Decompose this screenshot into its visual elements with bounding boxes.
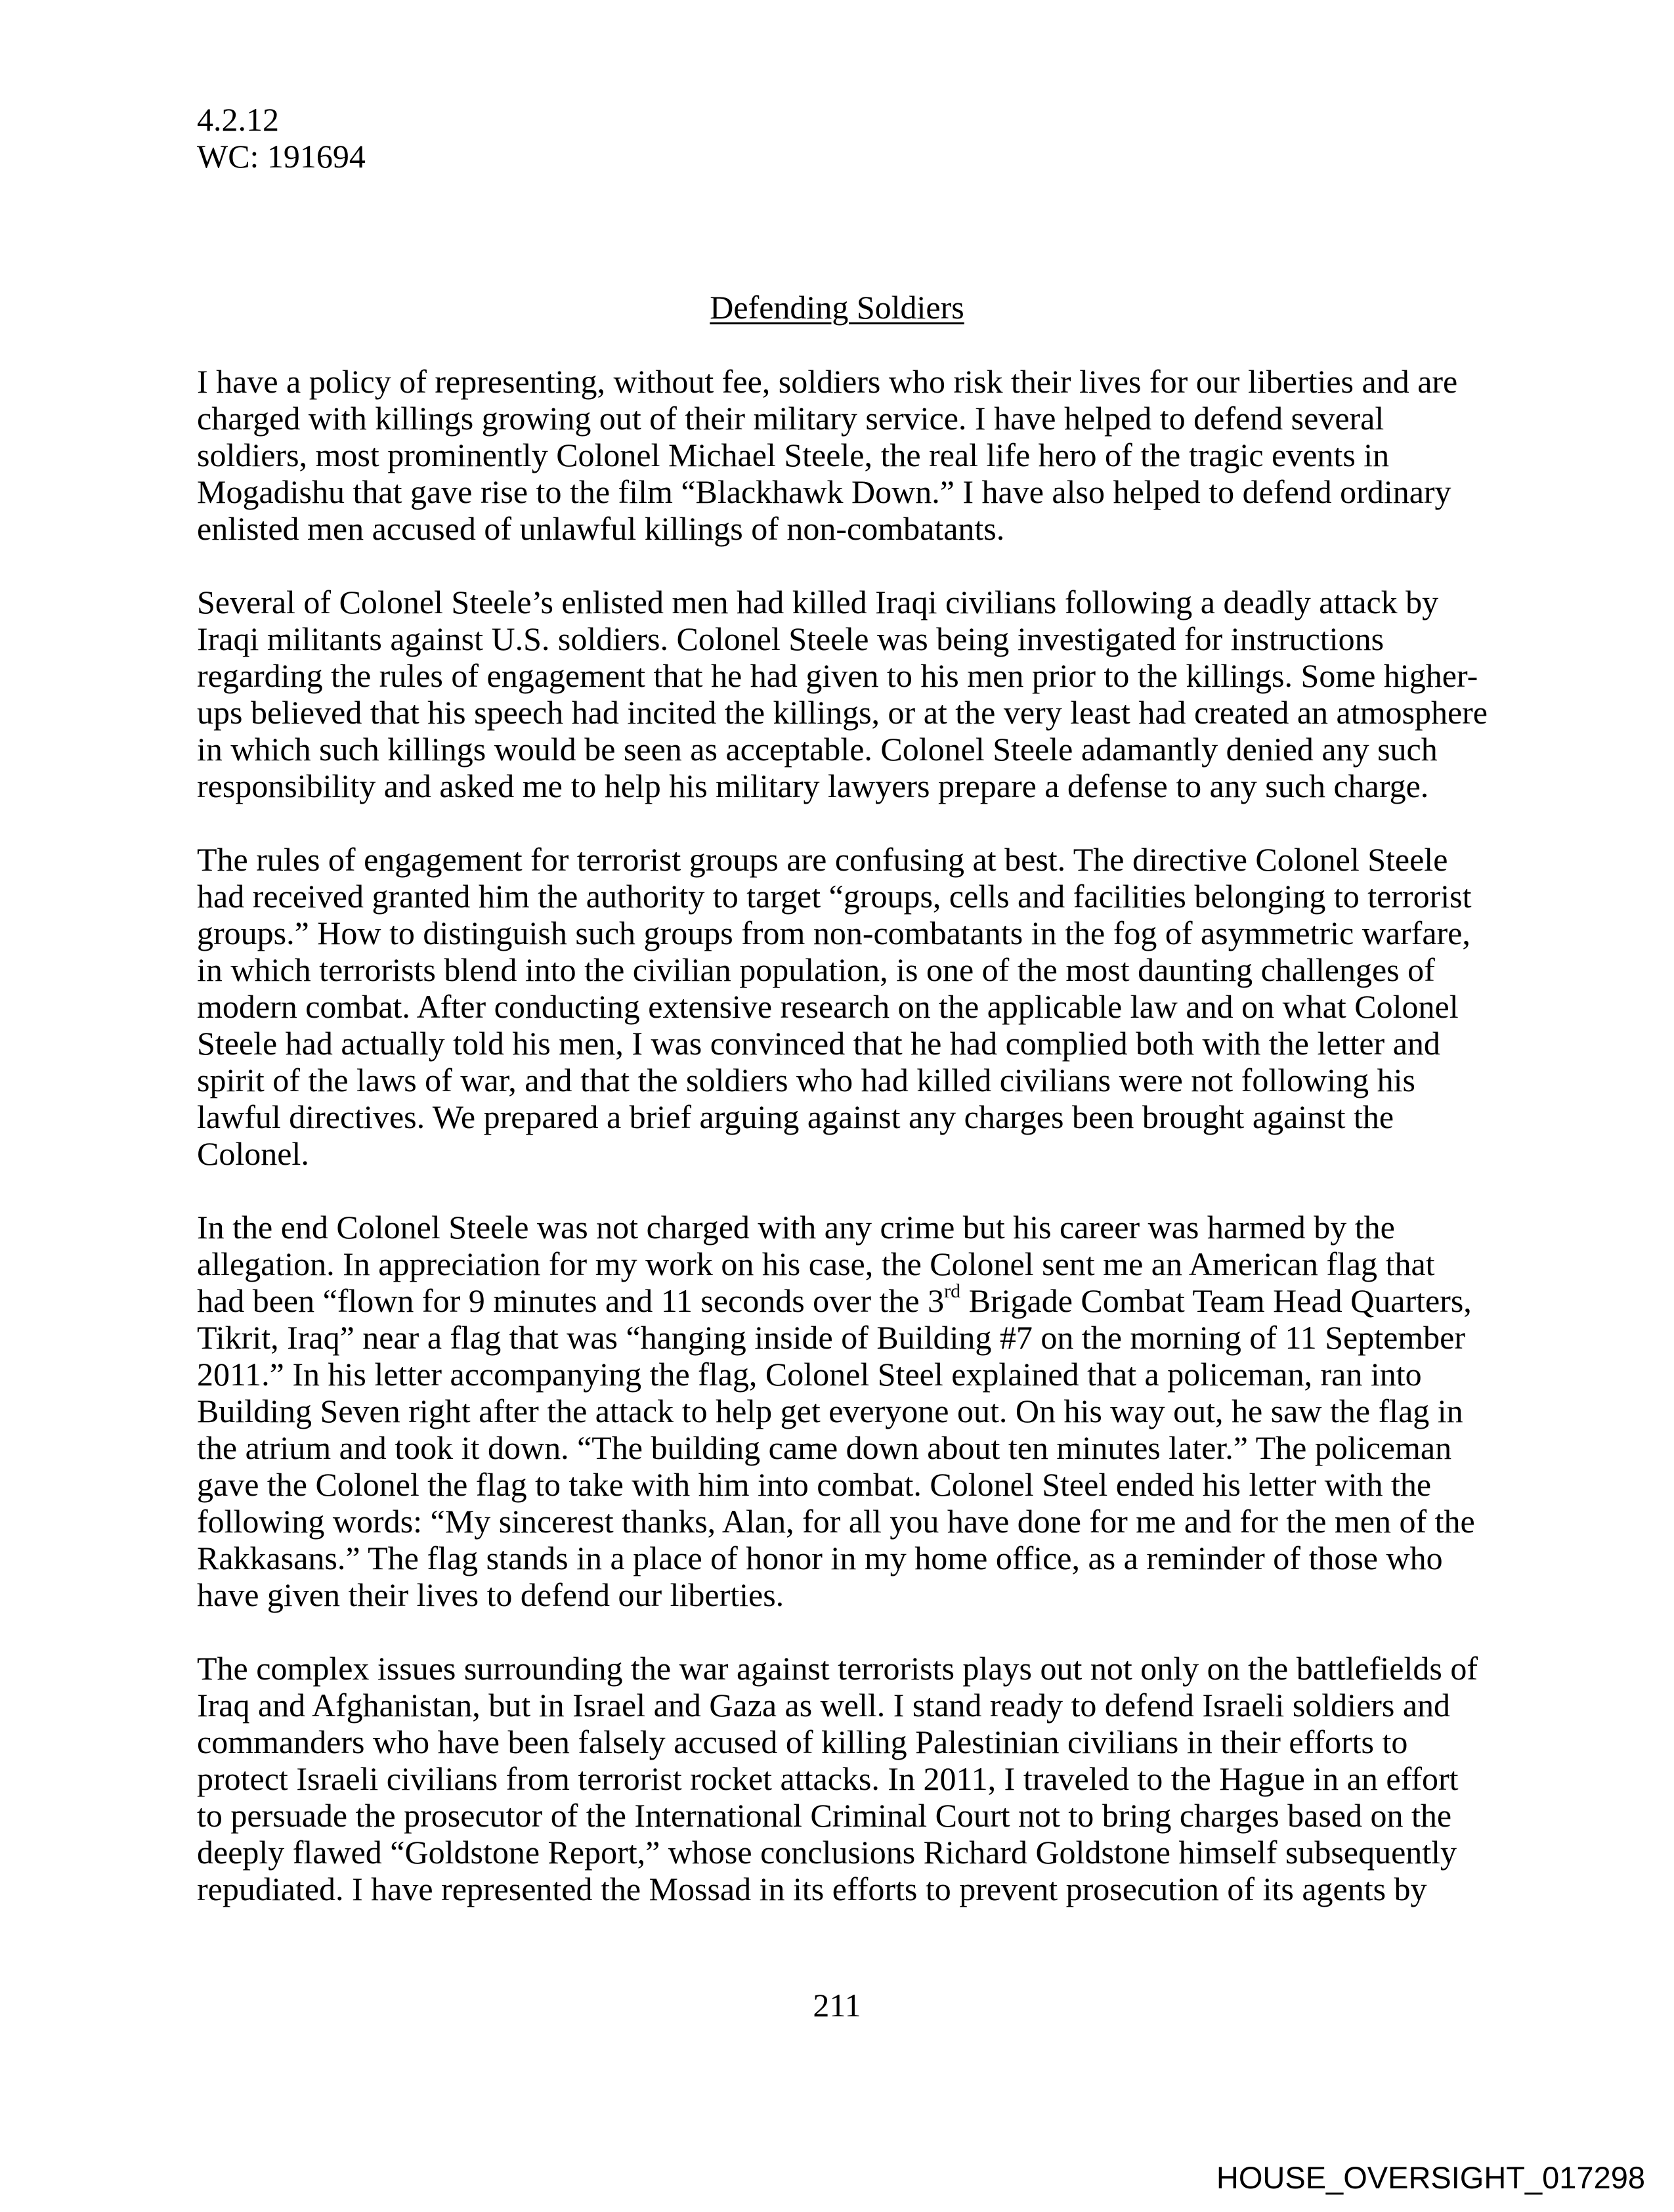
text-line: Several of Colonel Steele’s enlisted men had killed Iraqi civilians following a deadly attack by	[197, 584, 1439, 620]
text-line: spirit of the laws of war, and that the soldiers who had killed civilians were not following his	[197, 1062, 1415, 1098]
page-number: 211	[813, 1987, 861, 2024]
superscript: rd	[944, 1280, 961, 1302]
text-line: Mogadishu that gave rise to the film “Blackhawk Down.” I have also helped to defend ordinary	[197, 473, 1451, 510]
paragraph	[197, 1650, 1510, 1907]
text-line: regarding the rules of engagement that he had given to his men prior to the killings. Some higher-	[197, 657, 1478, 694]
text-line: Rakkasans.” The flag stands in a place of honor in my home office, as a reminder of those who	[197, 1540, 1443, 1576]
text-line: The rules of engagement for terrorist groups are confusing at best. The directive Colonel Steele	[197, 841, 1448, 878]
text-line: 2011.” In his letter accompanying the flag, Colonel Steel explained that a policeman, ran into	[197, 1356, 1422, 1393]
text-line: commanders who have been falsely accused of killing Palestinian civilians in their efforts to	[197, 1724, 1408, 1760]
text-line: soldiers, most prominently Colonel Michael Steele, the real life hero of the tragic events in	[197, 437, 1390, 473]
paragraph	[197, 584, 1510, 804]
text-line: have given their lives to defend our liberties.	[197, 1576, 784, 1613]
text-line: Colonel.	[197, 1135, 309, 1172]
text-line: Iraqi militants against U.S. soldiers. Colonel Steele was being investigated for instructions	[197, 620, 1384, 657]
text-line: responsibility and asked me to help his military lawyers prepare a defense to any such charge.	[197, 768, 1429, 804]
text-line: protect Israeli civilians from terrorist rocket attacks. In 2011, I traveled to the Hague in an effort	[197, 1760, 1459, 1797]
header-date: 4.2.12	[197, 101, 279, 138]
text-line: following words: “My sincerest thanks, Alan, for all you have done for me and for the men of the	[197, 1503, 1475, 1540]
header-word-count: WC: 191694	[197, 138, 366, 175]
bates-number: HOUSE_OVERSIGHT_017298	[1216, 2160, 1645, 2195]
text-segment: Brigade Combat Team Head Quarters,	[960, 1282, 1472, 1319]
text-line: Steele had actually told his men, I was convinced that he had complied both with the letter and	[197, 1025, 1440, 1062]
text-line: enlisted men accused of unlawful killings of non-combatants.	[197, 510, 1005, 547]
text-line: groups.” How to distinguish such groups from non-combatants in the fog of asymmetric warfare,	[197, 915, 1470, 951]
text-line: in which such killings would be seen as acceptable. Colonel Steele adamantly denied any such	[197, 731, 1438, 768]
text-line: The complex issues surrounding the war against terrorists plays out not only on the battlefields of	[197, 1650, 1478, 1687]
text-line: allegation. In appreciation for my work on his case, the Colonel sent me an American flag that	[197, 1246, 1435, 1282]
text-line: Iraq and Afghanistan, but in Israel and Gaza as well. I stand ready to defend Israeli soldiers and	[197, 1687, 1451, 1724]
paragraph	[197, 1209, 1510, 1613]
text-line: Building Seven right after the attack to help get everyone out. On his way out, he saw the flag in	[197, 1393, 1463, 1429]
text-line: lawful directives. We prepared a brief arguing against any charges been brought against the	[197, 1098, 1394, 1135]
text-line: I have a policy of representing, without fee, soldiers who risk their lives for our liberties and are	[197, 363, 1458, 400]
document-title-container	[0, 289, 1674, 326]
text-line: Tikrit, Iraq” near a flag that was “hanging inside of Building #7 on the morning of 11 September	[197, 1319, 1466, 1356]
text-line: deeply flawed “Goldstone Report,” whose conclusions Richard Goldstone himself subsequently	[197, 1834, 1457, 1871]
document-body	[197, 363, 1510, 1944]
text-line: In the end Colonel Steele was not charged with any crime but his career was harmed by the	[197, 1209, 1395, 1246]
document-title: Defending Soldiers	[710, 289, 964, 326]
text-segment: had been “flown for 9 minutes and 11 seconds over the 3	[197, 1282, 945, 1319]
text-line: charged with killings growing out of their military service. I have helped to defend several	[197, 400, 1384, 437]
text-line: the atrium and took it down. “The building came down about ten minutes later.” The policeman	[197, 1429, 1452, 1466]
text-line: gave the Colonel the flag to take with him into combat. Colonel Steel ended his letter with the	[197, 1466, 1432, 1503]
text-line: to persuade the prosecutor of the International Criminal Court not to bring charges based on the	[197, 1797, 1452, 1834]
text-line: had received granted him the authority to target “groups, cells and facilities belonging to terrorist	[197, 878, 1472, 915]
paragraph	[197, 841, 1510, 1172]
text-line: ups believed that his speech had incited the killings, or at the very least had created an atmosphere	[197, 694, 1488, 731]
text-line: modern combat. After conducting extensive research on the applicable law and on what Colonel	[197, 988, 1459, 1025]
text-line	[197, 1282, 1510, 1319]
text-line: in which terrorists blend into the civilian population, is one of the most daunting challenges of	[197, 951, 1435, 988]
text-line: repudiated. I have represented the Mossad in its efforts to prevent prosecution of its agents by	[197, 1871, 1427, 1907]
paragraph	[197, 363, 1510, 547]
